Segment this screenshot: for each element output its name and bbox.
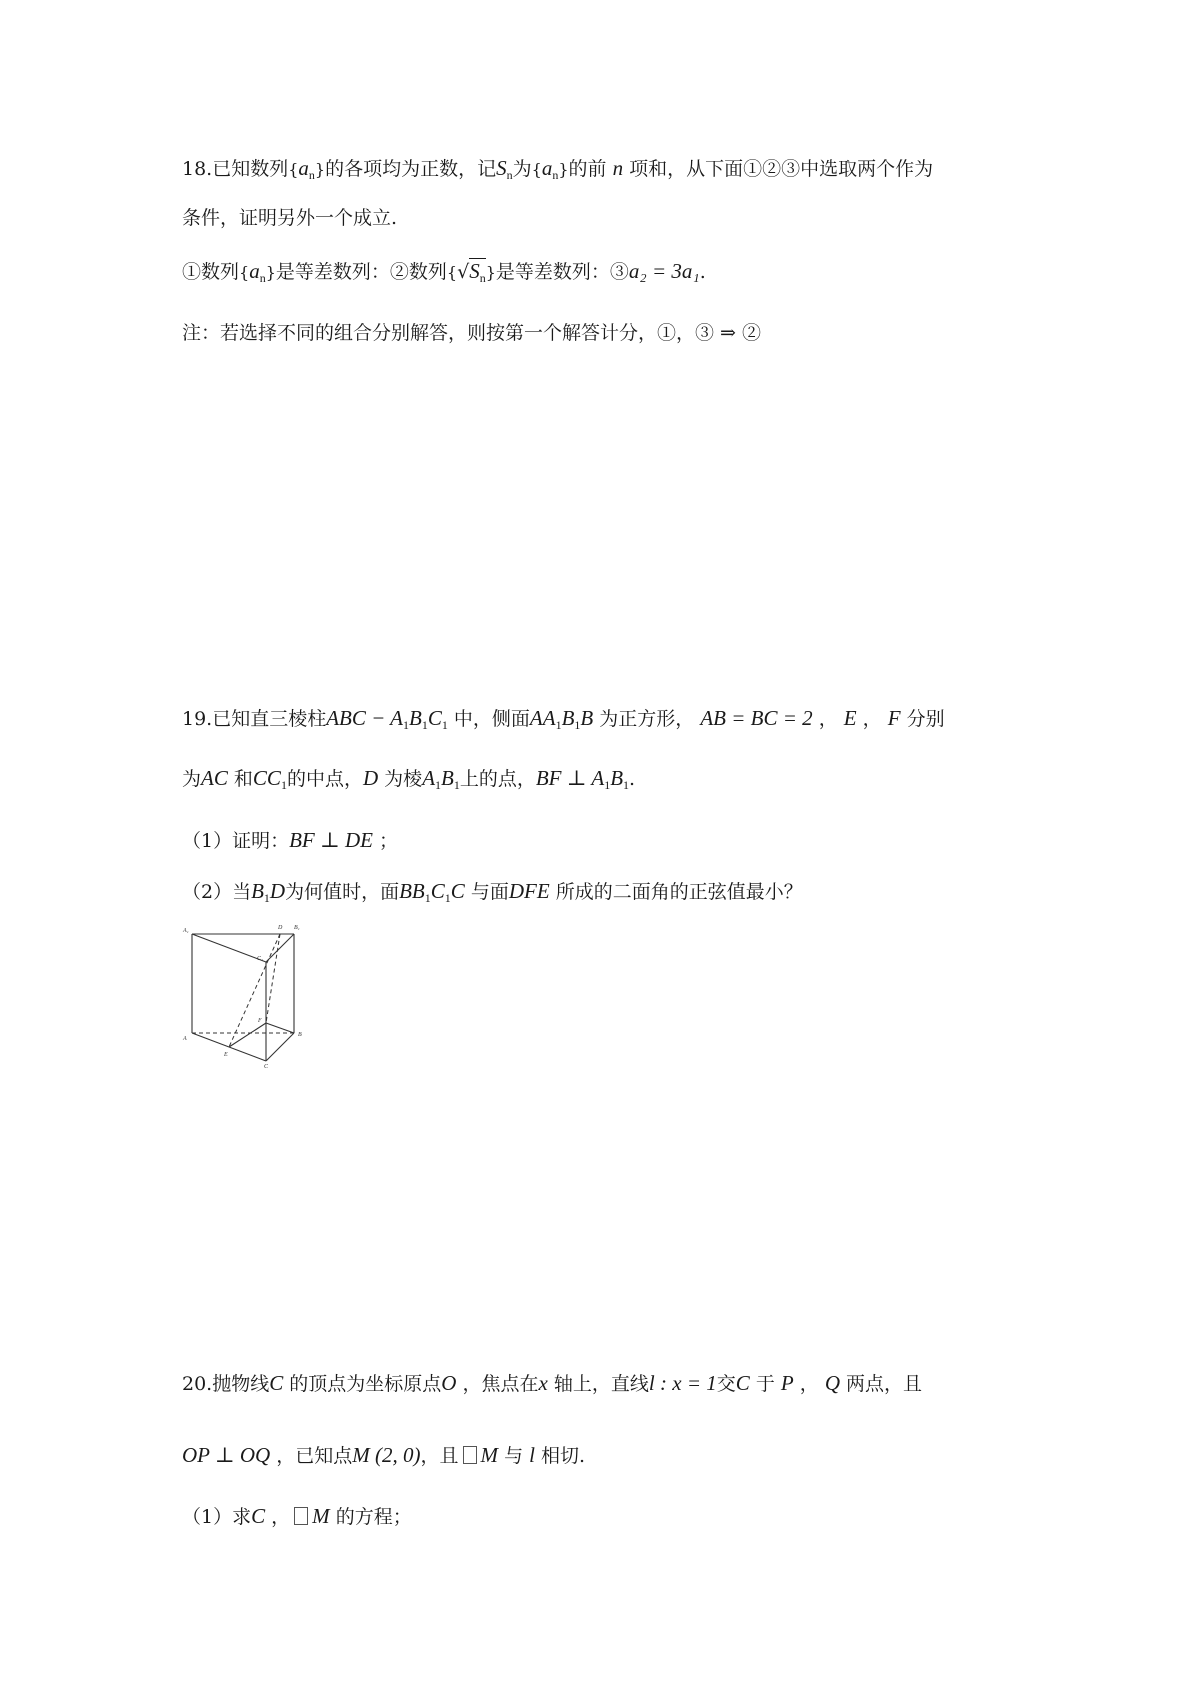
var: a bbox=[541, 156, 553, 180]
var: n bbox=[612, 156, 624, 180]
var: M bbox=[480, 1443, 499, 1467]
var: $S_n$ bbox=[469, 259, 486, 285]
q19-text: 中，侧面 bbox=[453, 708, 530, 730]
var-sub: n bbox=[308, 168, 315, 182]
edge-A1C1 bbox=[192, 934, 266, 962]
brace: { bbox=[288, 160, 299, 179]
q20-text: ，且 bbox=[420, 1445, 459, 1467]
q20-text: 两点，且 bbox=[846, 1373, 923, 1395]
prism-diagram bbox=[180, 918, 320, 1068]
var: C bbox=[251, 1504, 266, 1528]
q20-part1 bbox=[182, 1503, 412, 1530]
q19-text: 19.已知直三棱柱 bbox=[182, 708, 327, 730]
equation: BF ⊥ DE bbox=[289, 828, 373, 852]
edge-FB bbox=[266, 1023, 294, 1033]
var: a bbox=[249, 259, 260, 283]
q20-text: （1）求 bbox=[182, 1506, 252, 1528]
var: P bbox=[780, 1371, 794, 1395]
var: AC bbox=[201, 766, 228, 790]
var: Q bbox=[824, 1371, 840, 1395]
q19-line2: 为AC 和$CC_1$的中点，D 为棱$A_1B_1$上的点，BF ⊥ $A_1B_1$. bbox=[182, 766, 636, 792]
q20-text: 于 bbox=[755, 1373, 775, 1395]
q20-line2 bbox=[182, 1442, 585, 1469]
equation: BF ⊥ bbox=[535, 766, 587, 790]
q18-note: 注：若选择不同的组合分别解答，则按第一个解答计分，①，③ ⇒ ② bbox=[182, 322, 762, 344]
brace: { bbox=[239, 263, 250, 282]
q20-text: 的方程； bbox=[335, 1506, 412, 1528]
q19-text: 分别 bbox=[906, 708, 945, 730]
missing-glyph-box bbox=[463, 1446, 477, 1464]
brace: } bbox=[558, 160, 569, 179]
var: F bbox=[887, 706, 901, 730]
brace: } bbox=[485, 263, 496, 282]
var: E bbox=[843, 706, 857, 730]
brace: } bbox=[265, 263, 276, 282]
label-F: F bbox=[258, 1018, 262, 1024]
q19-text: 上的点， bbox=[459, 768, 536, 790]
var: $A_1B_1$ bbox=[422, 766, 460, 792]
var: $B_1D$ bbox=[251, 879, 286, 905]
equation: l : x = 1 bbox=[648, 1371, 717, 1395]
q19-text: （1）证明： bbox=[182, 830, 290, 852]
var: C bbox=[269, 1371, 284, 1395]
q19-text: 和 bbox=[233, 768, 253, 790]
q19-part2 bbox=[182, 878, 803, 911]
q20-text: ， bbox=[271, 1506, 291, 1528]
q18-text: . bbox=[699, 261, 706, 283]
face-name: $BB_1C_1C$ bbox=[399, 879, 465, 905]
q18-text: 项和，从下面①②③中选取两个作为 bbox=[629, 158, 934, 180]
q19-text: ， bbox=[862, 708, 882, 730]
var-sub: n bbox=[259, 271, 266, 285]
q20-line1 bbox=[182, 1370, 922, 1397]
var-sub: n bbox=[506, 168, 513, 182]
sqrt-symbol: √ bbox=[457, 261, 470, 283]
q20-text: 与 bbox=[504, 1445, 524, 1467]
q18-text: 的各项均为正数，记 bbox=[325, 158, 497, 180]
var: $A_1B_1$ bbox=[586, 766, 630, 792]
q19-text: 的中点， bbox=[286, 768, 363, 790]
q19-text: 与面 bbox=[470, 881, 509, 903]
q18-text: 的前 bbox=[568, 158, 607, 180]
equation: AB = BC = 2 bbox=[700, 706, 813, 730]
equation: OP ⊥ OQ bbox=[182, 1443, 271, 1467]
q19-text: 为 bbox=[182, 768, 202, 790]
missing-glyph-box bbox=[294, 1507, 308, 1525]
q19-text: 为棱 bbox=[384, 768, 423, 790]
prism-name: ABC − $A_1B_1C_1$ bbox=[326, 706, 448, 732]
edge-C1B1 bbox=[266, 934, 294, 962]
q18-text: 是等差数列：②数列 bbox=[275, 261, 447, 283]
face-name: $AA_1B_1B$ bbox=[529, 706, 594, 732]
q20-text: 20.抛物线 bbox=[182, 1373, 270, 1395]
var: O bbox=[441, 1371, 457, 1395]
var: x bbox=[538, 1371, 548, 1395]
var: $CC_1$ bbox=[252, 766, 287, 792]
q19-text: 为正方形， bbox=[599, 708, 695, 730]
q19-text: ； bbox=[379, 830, 399, 852]
edge-DF-hidden bbox=[266, 934, 280, 1023]
q18-line1 bbox=[182, 155, 933, 188]
q19-text: 为何值时，面 bbox=[285, 881, 400, 903]
q20-text: 的顶点为坐标原点 bbox=[289, 1373, 442, 1395]
var: C bbox=[735, 1371, 750, 1395]
label-E: E bbox=[224, 1052, 228, 1058]
q18-text: 为 bbox=[512, 158, 532, 180]
var: M bbox=[312, 1504, 330, 1528]
var: S bbox=[496, 156, 507, 180]
q20-text: 相切. bbox=[541, 1445, 586, 1467]
brace: { bbox=[531, 160, 542, 179]
label-A: A bbox=[183, 1036, 187, 1042]
var: M (2, 0) bbox=[352, 1443, 421, 1467]
var: l bbox=[529, 1443, 535, 1467]
q18-line3 bbox=[182, 258, 706, 291]
q19-line1 bbox=[182, 705, 945, 738]
q20-text: ，焦点在 bbox=[462, 1373, 539, 1395]
q18-text: ①数列 bbox=[182, 261, 240, 283]
var: D bbox=[362, 766, 379, 790]
q19-text: ， bbox=[818, 708, 838, 730]
var-sub: n bbox=[552, 168, 559, 182]
label-C: C bbox=[264, 1064, 269, 1068]
q20-text: 交 bbox=[716, 1373, 736, 1395]
edge-CB bbox=[266, 1033, 294, 1061]
q18-text: 是等差数列：③ bbox=[495, 261, 629, 283]
label-D: D bbox=[278, 925, 283, 931]
brace: } bbox=[314, 160, 326, 179]
equation: a₂ = 3a₁ bbox=[628, 259, 700, 283]
q19-text: 所成的二面角的正弦值最小？ bbox=[555, 881, 803, 903]
q20-text: ， bbox=[799, 1373, 819, 1395]
q20-text: ，已知点 bbox=[276, 1445, 353, 1467]
label-B1: B₁ bbox=[294, 925, 300, 931]
q20-text: 轴上，直线 bbox=[553, 1373, 649, 1395]
brace: { bbox=[446, 263, 458, 282]
q18-line2: 条件，证明另外一个成立. bbox=[182, 207, 398, 229]
q19-part1 bbox=[182, 827, 398, 854]
label-C1: C₁ bbox=[257, 956, 264, 962]
label-A1: A₁ bbox=[183, 928, 189, 934]
var: a bbox=[298, 156, 309, 180]
prism-figure bbox=[180, 918, 320, 1068]
label-B: B bbox=[298, 1032, 302, 1038]
q19-text: （2）当 bbox=[182, 881, 252, 903]
edge-EF bbox=[229, 1023, 266, 1047]
q18-text: 18.已知数列 bbox=[182, 158, 289, 180]
var: DFE bbox=[508, 879, 550, 903]
